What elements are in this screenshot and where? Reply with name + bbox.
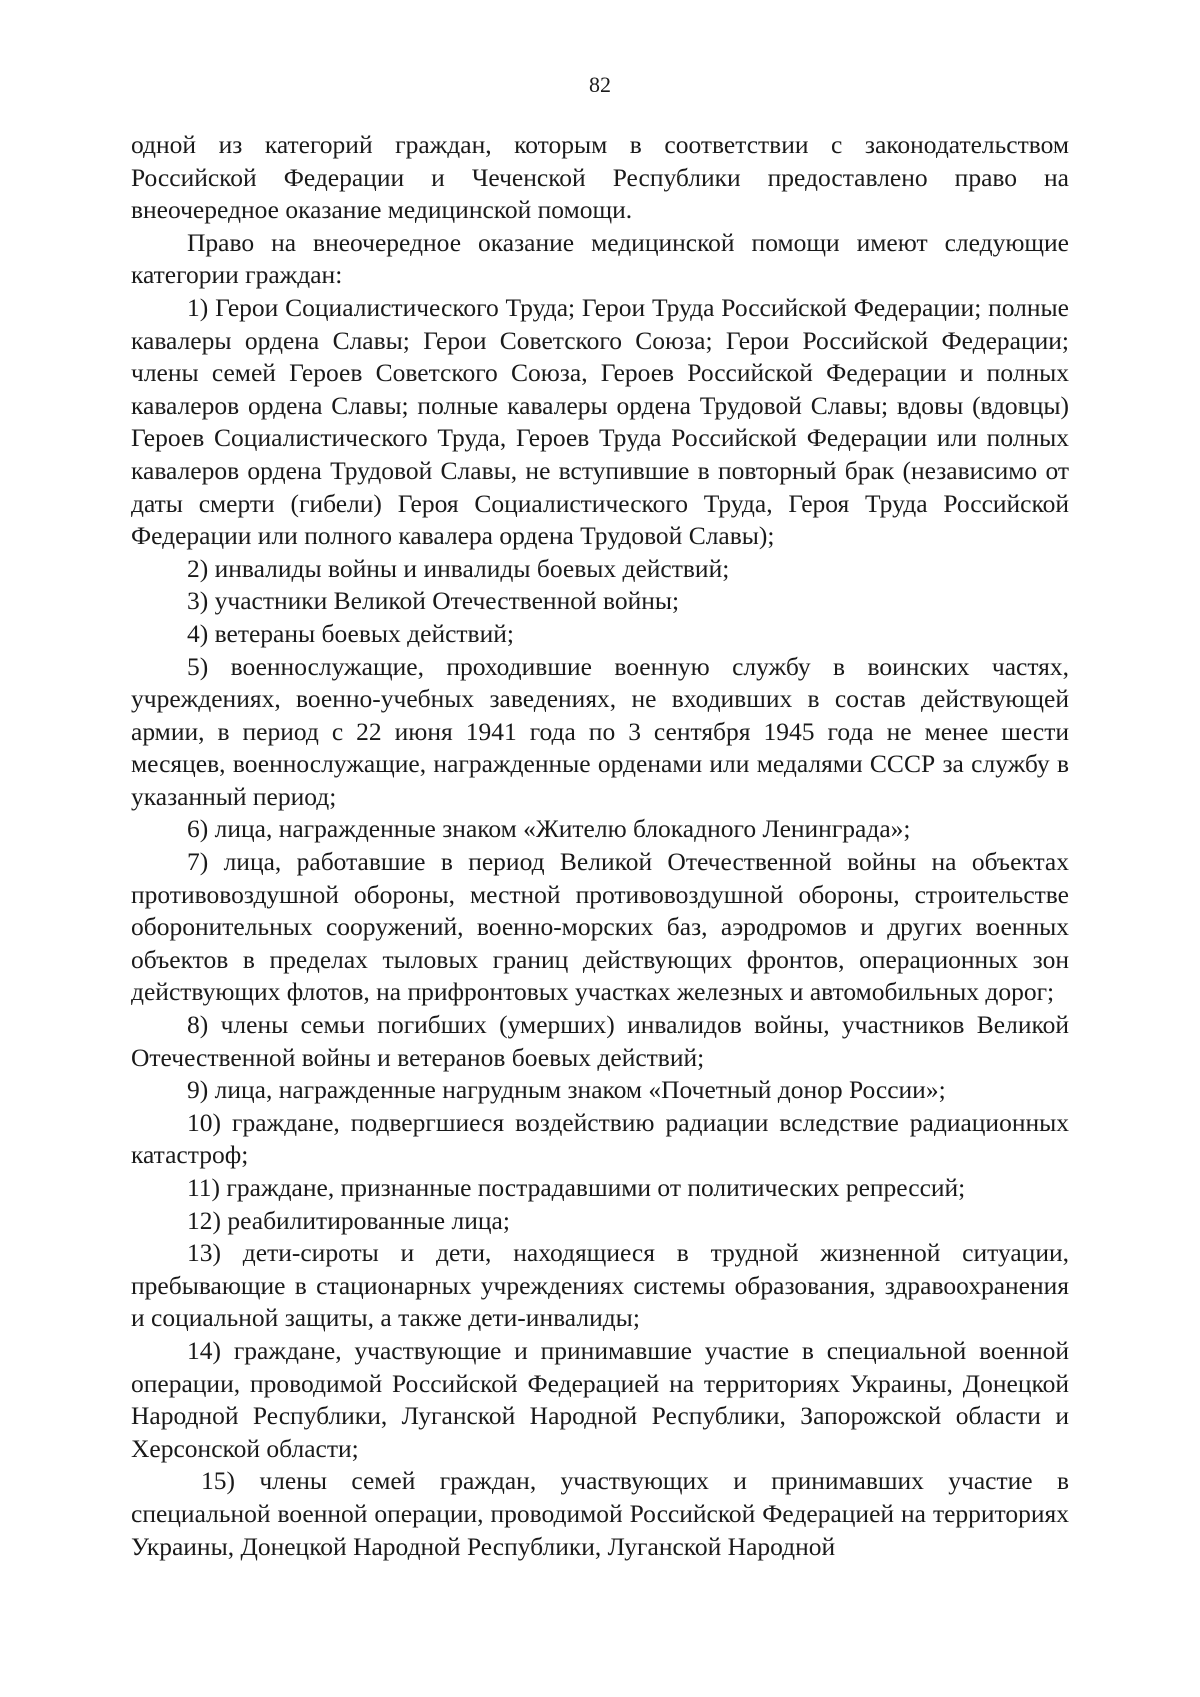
- document-body: [131, 129, 1069, 1563]
- paragraph: 9) лица, награжденные нагрудным знаком «Почетный донор России»;: [187, 1075, 946, 1105]
- paragraph: 4) ветераны боевых действий;: [187, 618, 514, 648]
- paragraph: 10) граждане, подвергшиеся воздействию радиации вследствие радиационных катастроф;: [131, 1107, 1069, 1170]
- paragraph: одной из категорий граждан, которым в соответствии с законодательством Российской Федерации и Чеченской Республики предоставлено право на внеочередное оказание медицинской помощи.: [131, 130, 1069, 225]
- paragraph: 11) граждане, признанные пострадавшими от политических репрессий;: [187, 1173, 966, 1202]
- paragraph: 15) члены семей граждан, участвующих и принимавших участие в специальной военной операции, проводимой Российской Федерацией на территориях Украины, Донецкой Народной Республики, Луганской Народной: [131, 1466, 1069, 1561]
- page-number: 82: [589, 72, 611, 97]
- paragraph: 8) члены семьи погибших (умерших) инвалидов войны, участников Великой Отечественной войны и ветеранов боевых действий;: [131, 1010, 1069, 1072]
- paragraph: 3) участники Великой Отечественной войны;: [187, 586, 680, 616]
- paragraph: 12) реабилитированные лица;: [187, 1205, 510, 1235]
- paragraph: 14) граждане, участвующие и принимавшие участие в специальной военной операции, проводимой Российской Федерацией на территориях Украины, Донецкой Народной Республики, Луганской Народной Республики, Запорожской области и Херсонской области;: [131, 1335, 1069, 1463]
- paragraph: 7) лица, работавшие в период Великой Отечественной войны на объектах противовоздушной обороны, местной противовоздушной обороны, строительстве оборонительных сооружений, военно-морских баз, аэродромов и других военных объектов в пределах тыловых границ действующих фронтов, операционных зон действующих флотов, на прифронтовых участках железных и автомобильных дорог;: [131, 847, 1069, 1007]
- paragraph: 6) лица, награжденные знаком «Жителю блокадного Ленинграда»;: [187, 814, 911, 844]
- paragraph: 2) инвалиды войны и инвалиды боевых действий;: [187, 553, 730, 583]
- paragraph: 1) Герои Социалистического Труда; Герои Труда Российской Федерации; полные кавалеры ордена Славы; Герои Советского Союза; Герои Российской Федерации; члены семей Героев Советского Союза, Героев Российской Федерации и полных кавалеров ордена Славы; полные кавалеры ордена Трудовой Славы; вдовы (вдовцы) Героев Социалистического Труда, Героев Труда Российской Федерации или полных кавалеров ордена Трудовой Славы, не вступившие в повторный брак (независимо от даты смерти (гибели) Героя Социалистического Труда, Героя Труда Российской Федерации или полного кавалера ордена Трудовой Славы);: [131, 292, 1069, 551]
- paragraph: Право на внеочередное оказание медицинской помощи имеют следующие категории граждан:: [131, 227, 1069, 290]
- paragraph: 13) дети-сироты и дети, находящиеся в трудной жизненной ситуации, пребывающие в стационарных учреждениях системы образования, здравоохранения и социальной защиты, а также дети-инвалиды;: [131, 1238, 1069, 1333]
- paragraph: 5) военнослужащие, проходившие военную службу в воинских частях, учреждениях, военно-учебных заведениях, не входивших в состав действующей армии, в период с 22 июня 1941 года по 3 сентября 1945 года не менее шести месяцев, военнослужащие, награжденные орденами или медалями СССР за службу в указанный период;: [131, 651, 1069, 811]
